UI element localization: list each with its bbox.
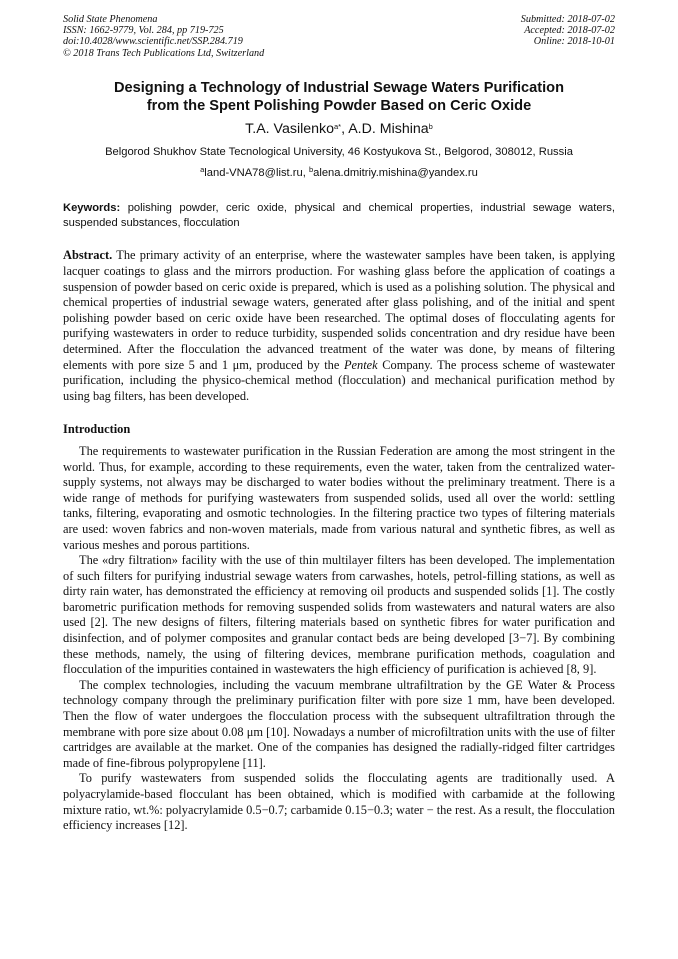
publication-dates (521, 14, 615, 48)
author-name: A.D. Mishina (348, 121, 429, 137)
journal-name: Solid State Phenomena (63, 14, 158, 25)
paragraph: The complex technologies, including the vacuum membrane ultrafiltration by the GE Water & Process technology company through the preliminary purification filter with pore size 1 mm, have been developed. Then the flow of water undergoes the flocculation process with the subsequent ultrafiltration through the membrane with pore size about 0.08 μm [10]. Nowadays a number of microfiltration units with the use of filter cartridges are available at the market. One of the companies has designed the radially-ridged filter cartridges made of fine-fibrous polypropylene [11]. (63, 677, 615, 770)
introduction-body (63, 444, 615, 834)
journal-header (63, 14, 615, 64)
author-affiliation-mark: b (428, 122, 433, 131)
author-separator: , (341, 121, 349, 137)
doi: doi:10.4028/www.scientific.net/SSP.284.719 (63, 36, 243, 48)
author-list (63, 121, 615, 137)
abstract-text: The primary activity of an enterprise, where the wastewater samples have been taken, is applying lacquer coatings to glass and the mirrors production. For washing glass before the application of coatings a suspension of powder based on ceric oxide is prepared, which is used as a polishing solution. The physical and chemical properties of industrial sewage waters, generated after glass polishing, and of the initial and spent polishing powder based on ceric oxide have been researched. The optimal doses of flocculating agents for purifying wastewaters in order to reduce turbidity, suspended solids concentration and dry residue have been determined. After the flocculation the advanced treatment of the water was done, by means of filtering elements with pore size 5 and 1 μm, produced by the (63, 248, 615, 372)
author-name: T.A. Vasilenko (245, 121, 335, 137)
email-link[interactable]: alena.dmitriy.mishina@yandex.ru (313, 167, 478, 179)
author-affiliation-mark: a* (334, 122, 342, 131)
email-link[interactable]: land-VNA78@list.ru, (204, 167, 309, 179)
company-name: Pentek (343, 357, 378, 372)
abstract (63, 248, 615, 404)
abstract-label: Abstract. (63, 248, 113, 263)
keywords-label: Keywords: (63, 202, 121, 214)
abstract-text: Company. The process scheme of wastewater purification, including the physico-chemical method (flocculation) and mechanical purification method by using bag filters, has been developed. (63, 357, 615, 403)
email-mark: a (200, 165, 205, 174)
paragraph: The requirements to wastewater purification in the Russian Federation are among the most stringent in the world. Thus, for example, according to these requirements, even the water, taken from the centralized water-supply systems, not always may be discharged to water bodies without the preliminary treatment. There is a wide range of methods for purifying wastewaters from suspended solids, used all over the world: settling tanks, filtering, evaporating and osmotic technologies. In the filtering practice two types of filtering materials are used: woven fabrics and non-woven materials, made from various natural and synthetic fibres, as well as various meshes and porous partitions. (63, 443, 615, 552)
title-line-2: from the Spent Polishing Powder Based on Ceric Oxide (146, 98, 532, 114)
paragraph: To purify wastewaters from suspended solids the flocculating agents are traditionally used. A polyacrylamide-based flocculant has been obtained, which is modified with carbamide at the following mixture ratio, wt.%: polyacrylamide 0.5−0.7; carbamide 0.15−0.3; water − the rest. As a result, the flocculation efficiency increases [12]. (63, 771, 615, 833)
title-line-1: Designing a Technology of Industrial Sewage Waters Purification (113, 80, 565, 96)
submitted-date: Submitted: 2018-07-02 (520, 14, 615, 25)
keywords (63, 201, 615, 231)
email-mark: b (308, 165, 314, 174)
accepted-date: Accepted: 2018-07-02 (524, 25, 615, 37)
section-heading: Introduction (63, 422, 131, 437)
paper-page (63, 14, 615, 834)
keywords-text: polishing powder, ceric oxide, physical and chemical properties, industrial sewage waters, suspended substances, flocculation (63, 202, 615, 230)
issn: ISSN: 1662-9779, Vol. 284, pp 719-725 (63, 25, 224, 37)
online-date: Online: 2018-10-01 (533, 36, 615, 48)
copyright: © 2018 Trans Tech Publications Ltd, Switzerland (63, 47, 265, 59)
author-emails (63, 167, 615, 180)
paper-title (63, 79, 615, 115)
journal-info (63, 14, 264, 59)
affiliation: Belgorod Shukhov State Tecnological University, 46 Kostyukova St., Belgorod, 308012, Russia (105, 146, 573, 158)
paragraph: The «dry filtration» facility with the use of thin multilayer filters has been developed. The implementation of such filters for purifying industrial sewage waters from carwashes, hotels, petrol-filling stations, as well as dirty rain water, has demonstrated the efficiency at removing oil products and suspended solids [1]. The costly barometric purification methods for removing suspended solids from wastewaters and natural waters are also used [2]. The new designs of filters, filtering materials based on synthetic fibres for water purification and disinfection, and of polymer composites and granular contact beds are being developed [3−7]. By combining these methods, namely, the using of filtering devices, membrane purification methods, coagulation and flocculation of the impurities contained in wastewaters the high efficiency of purification is achieved [8, 9]. (63, 553, 615, 677)
